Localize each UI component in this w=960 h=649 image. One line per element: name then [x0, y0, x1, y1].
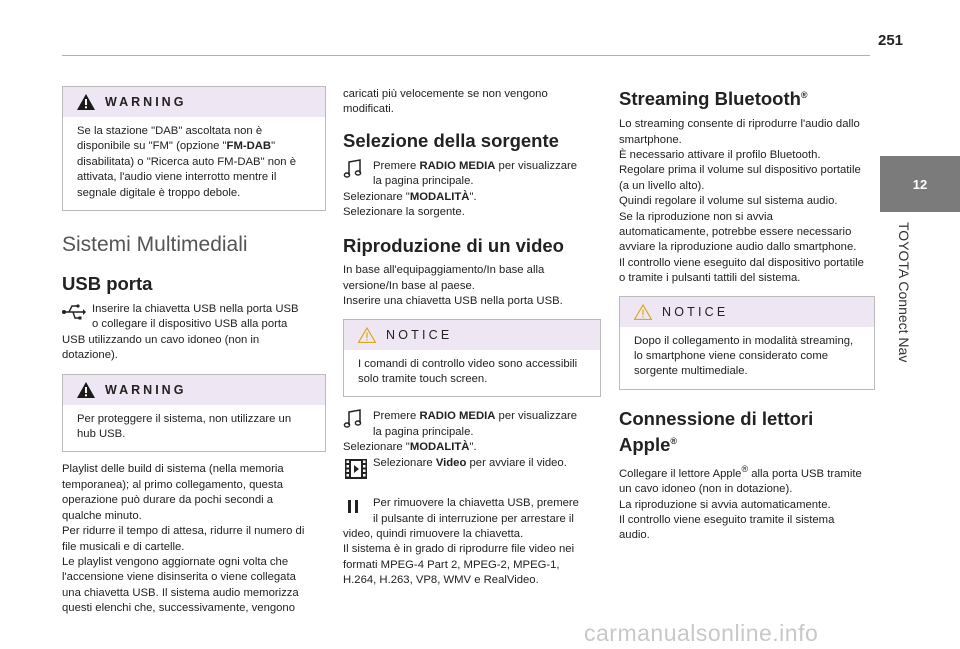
text-line: automaticamente, potrebbe essere necessario — [619, 226, 852, 238]
video-step-row — [343, 409, 601, 440]
text-line: Selezionare "MODALITÀ". — [343, 190, 477, 203]
text-line: caricati più velocemente se non vengono — [343, 88, 548, 100]
notice-line: sorgente multimediale. — [634, 365, 748, 378]
page-number: 251 — [878, 32, 904, 49]
usb-line: dotazione). — [62, 349, 118, 362]
playlist-line: l'accensione viene disinserita o viene collegata — [62, 571, 296, 584]
playlist-line: file musicali e di cartelle. — [62, 540, 185, 553]
warning-line: Se la stazione "DAB" ascoltata non è — [77, 125, 263, 137]
apple-paragraph — [619, 462, 875, 544]
notice-line: Dopo il collegamento in modalità streaming, — [634, 334, 854, 347]
notice-line: solo tramite touch screen. — [358, 373, 488, 386]
text-line: La riproduzione si avvia automaticamente. — [619, 498, 831, 511]
column-2 — [343, 70, 601, 589]
usb-line: o collegare il dispositivo USB alla porta — [92, 318, 288, 331]
text-line: avviare la riproduzione audio dallo smartphone. — [619, 241, 857, 254]
column-3 — [619, 70, 875, 544]
playlist-line: temporanea); al primo collegamento, questa — [62, 478, 284, 491]
header-divider — [62, 55, 870, 56]
warning-box-hub — [62, 374, 326, 453]
text-line: video, quindi rimuovere la chiavetta. — [343, 527, 524, 540]
text-line: Selezionare Video per avviare il video. — [373, 456, 567, 469]
text-line: Inserire una chiavetta USB nella porta USB. — [343, 295, 563, 308]
text-line: modificati. — [343, 103, 394, 116]
music-note-icon — [343, 409, 363, 429]
notice-icon — [358, 327, 376, 343]
video-paragraph — [343, 263, 601, 309]
film-icon — [343, 456, 369, 482]
warning-line: attivata, l'audio viene interrotto mentre il — [77, 171, 277, 184]
bluetooth-heading: Streaming Bluetooth® — [619, 88, 808, 110]
warning-title: WARNING — [105, 95, 187, 109]
text-line: Collegare il lettore Apple® alla porta USB tramite — [619, 464, 862, 480]
video-step-row — [343, 456, 601, 487]
chapter-tab: 12 — [880, 156, 960, 212]
usb-icon-row — [62, 302, 326, 333]
warning-box-dab — [62, 86, 326, 211]
section-title: Sistemi Multimediali — [62, 233, 248, 257]
warning-title: WARNING — [105, 382, 187, 397]
text-line: H.264, H.263, VP8, WMV e RealVideo. — [343, 574, 539, 587]
warning-line: hub USB. — [77, 428, 126, 441]
text-line: In base all'equipaggiamento/In base alla — [343, 264, 545, 277]
music-note-icon — [343, 159, 363, 179]
notice-title: NOTICE — [386, 327, 453, 342]
usb-heading: USB porta — [62, 273, 153, 295]
warning-icon — [77, 94, 95, 110]
warning-header — [63, 87, 325, 117]
playlist-line: Per ridurre il tempo di attesa, ridurre il numero di — [62, 525, 305, 538]
notice-icon — [634, 304, 652, 320]
chapter-sidebar — [896, 222, 912, 432]
warning-line: Per proteggere il sistema, non utilizzare un — [77, 412, 292, 425]
playlist-line: Le playlist vengono aggiornate ogni volta che — [62, 555, 289, 568]
text-line: Il controllo viene eseguito dal dispositivo portatile — [619, 256, 864, 269]
text-line: formati MPEG-4 Part 2, MPEG-2, MPEG-1, — [343, 558, 560, 571]
warning-body — [63, 117, 325, 210]
text-line: versione/In base al paese. — [343, 279, 475, 292]
text-line: la pagina principale. — [373, 425, 474, 438]
text-line: un cavo idoneo (non in dotazione). — [619, 483, 793, 496]
playlist-line: qualche minuto. — [62, 509, 142, 522]
video-steps — [343, 409, 601, 588]
playlist-paragraph — [62, 462, 326, 616]
continued-paragraph — [343, 87, 601, 118]
usb-paragraph — [62, 302, 326, 364]
text-line: Se la riproduzione non si avvia — [619, 210, 773, 223]
text-line: Il sistema è in grado di riprodurre file video nei — [343, 543, 575, 556]
source-icon-row — [343, 159, 601, 190]
warning-line: segnale digitale è troppo debole. — [77, 186, 241, 199]
text-line: Premere RADIO MEDIA per visualizzare — [373, 159, 578, 172]
usb-line: USB utilizzando un cavo idoneo (non in — [62, 333, 260, 346]
source-paragraph — [343, 159, 601, 221]
video-step-row — [343, 496, 601, 527]
text-line: Il controllo viene eseguito tramite il sistema — [619, 513, 835, 526]
text-line: È necessario attivare il profilo Bluetooth. — [619, 148, 821, 161]
playlist-line: Playlist delle build di sistema (nella memoria — [62, 463, 284, 476]
warning-body — [63, 405, 325, 452]
playlist-line: operazione può durare da pochi secondi a — [62, 494, 274, 507]
warning-icon — [77, 382, 95, 398]
notice-body — [620, 327, 874, 389]
pause-icon — [343, 496, 363, 516]
source-heading: Selezione della sorgente — [343, 129, 559, 151]
usb-icon — [62, 302, 86, 322]
warning-line: disabilitata) o "Ricerca auto FM-DAB" non è — [77, 155, 296, 168]
notice-line: lo smartphone viene considerato come — [634, 350, 829, 363]
chapter-title: TOYOTA Connect Nav — [896, 222, 912, 363]
column-1 — [62, 70, 326, 617]
warning-line: disponibile su "FM" (opzione "FM-DAB" — [77, 140, 276, 153]
apple-heading: Connessione di lettori Apple® — [619, 407, 814, 455]
playlist-line: una chiavetta USB. Il sistema audio memorizza — [62, 586, 299, 599]
text-line: Regolare prima il volume sul dispositivo portatile — [619, 164, 861, 177]
usb-line: Inserire la chiavetta USB nella porta USB — [92, 303, 299, 316]
playlist-line: questi elenchi che, successivamente, vengono — [62, 602, 295, 615]
watermark: carmanualsonline.info — [584, 620, 819, 646]
notice-header — [344, 320, 600, 350]
notice-line: I comandi di controllo video sono accessibili — [358, 357, 578, 370]
notice-box-streaming — [619, 296, 875, 390]
notice-body — [344, 350, 600, 397]
text-line: o tramite i pulsanti tattili del sistema. — [619, 272, 801, 285]
text-line: Selezionare "MODALITÀ". — [343, 441, 477, 454]
warning-header — [63, 375, 325, 405]
text-line: smartphone. — [619, 133, 682, 146]
text-line: la pagina principale. — [373, 175, 474, 188]
text-line: Per rimuovere la chiavetta USB, premere — [373, 497, 579, 510]
notice-title: NOTICE — [662, 304, 729, 319]
notice-box-video — [343, 319, 601, 398]
bluetooth-paragraph — [619, 117, 875, 286]
text-line: il pulsante di interruzione per arrestare il — [373, 512, 574, 525]
text-line: audio. — [619, 529, 650, 542]
text-line: Selezionare la sorgente. — [343, 206, 465, 219]
text-line: Lo streaming consente di riprodurre l'audio dallo — [619, 118, 860, 131]
notice-header — [620, 297, 874, 327]
video-heading: Riproduzione di un video — [343, 235, 564, 257]
text-line: Premere RADIO MEDIA per visualizzare — [373, 410, 578, 423]
text-line: Quindi regolare il volume sul sistema audio. — [619, 195, 838, 208]
text-line: (a un livello alto). — [619, 179, 705, 192]
